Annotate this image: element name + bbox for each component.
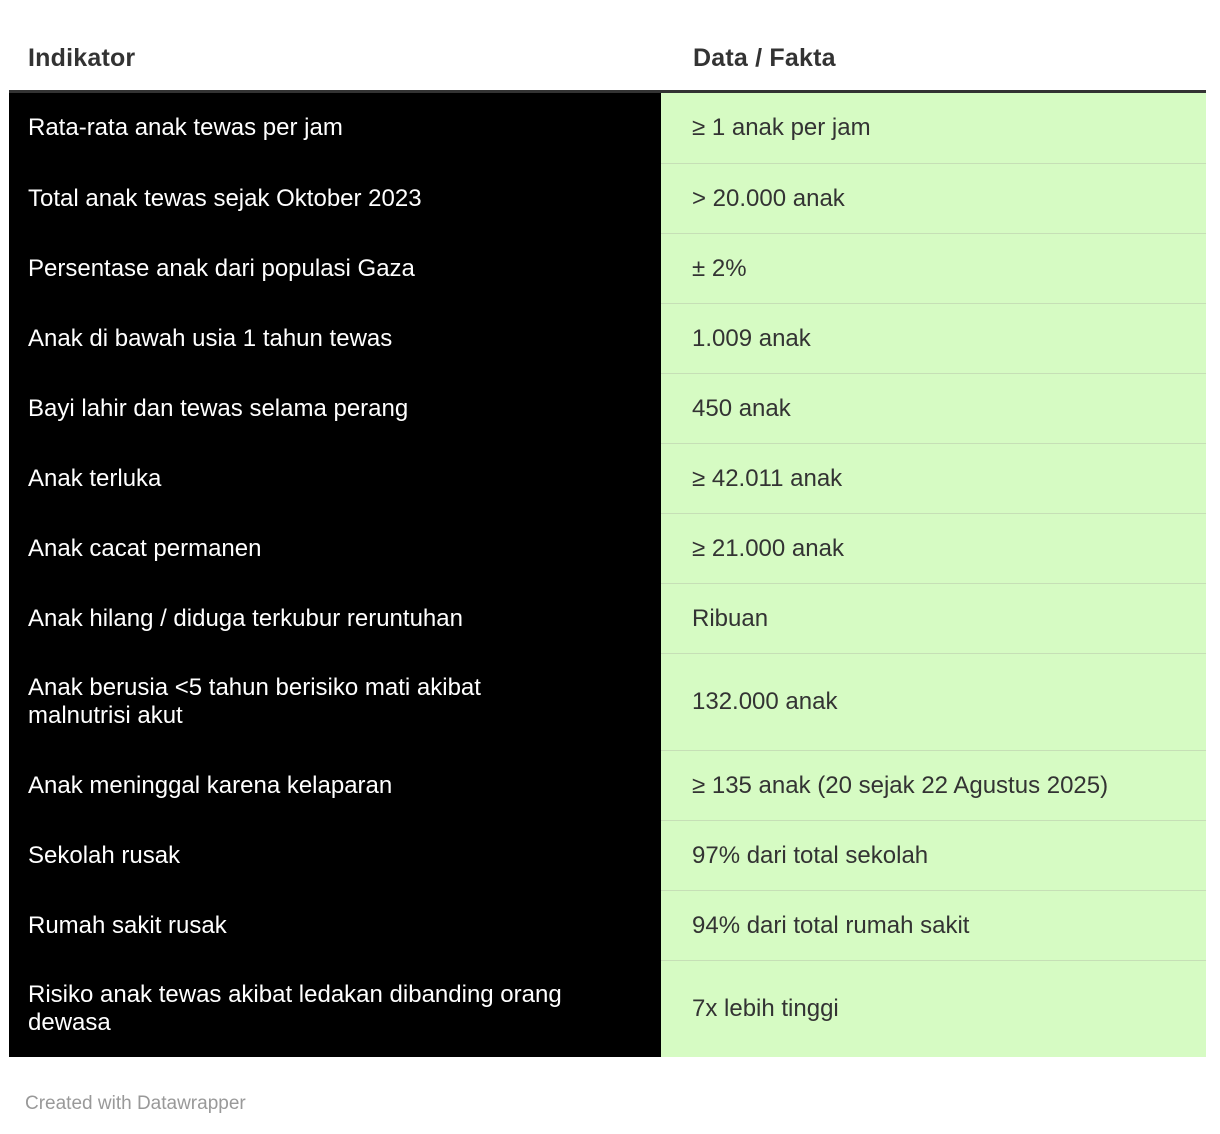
indicator-cell: Sekolah rusak bbox=[9, 820, 661, 890]
value-cell: 97% dari total sekolah bbox=[661, 820, 1206, 890]
table-row bbox=[9, 233, 1206, 303]
table-row bbox=[9, 163, 1206, 233]
indicator-cell: Rumah sakit rusak bbox=[9, 890, 661, 960]
table-row bbox=[9, 513, 1206, 583]
column-header-indikator: Indikator bbox=[28, 44, 136, 72]
value-cell: 94% dari total rumah sakit bbox=[661, 890, 1206, 960]
value-cell: ≥ 1 anak per jam bbox=[661, 93, 1206, 163]
value-cell: 7x lebih tinggi bbox=[661, 960, 1206, 1057]
table-row bbox=[9, 960, 1206, 1057]
indicator-cell: Anak di bawah usia 1 tahun tewas bbox=[9, 303, 661, 373]
table-row bbox=[9, 303, 1206, 373]
value-cell: 1.009 anak bbox=[661, 303, 1206, 373]
datawrapper-credit-link[interactable]: Created with Datawrapper bbox=[0, 1093, 1220, 1115]
indicator-cell: Anak cacat permanen bbox=[9, 513, 661, 583]
indicator-cell: Total anak tewas sejak Oktober 2023 bbox=[9, 163, 661, 233]
indicator-cell: Risiko anak tewas akibat ledakan dibanding orang dewasa bbox=[9, 960, 661, 1057]
indicator-cell: Anak terluka bbox=[9, 443, 661, 513]
indicator-cell: Persentase anak dari populasi Gaza bbox=[9, 233, 661, 303]
value-cell: ≥ 135 anak (20 sejak 22 Agustus 2025) bbox=[661, 750, 1206, 820]
value-cell: ± 2% bbox=[661, 233, 1206, 303]
value-cell: ≥ 21.000 anak bbox=[661, 513, 1206, 583]
table-row bbox=[9, 820, 1206, 890]
column-header-data-fakta: Data / Fakta bbox=[693, 44, 836, 72]
indicator-cell: Rata-rata anak tewas per jam bbox=[9, 93, 661, 163]
indicator-cell: Anak hilang / diduga terkubur reruntuhan bbox=[9, 583, 661, 653]
indicator-cell: Anak berusia <5 tahun berisiko mati akibat malnutrisi akut bbox=[9, 653, 661, 750]
data-table bbox=[9, 0, 1206, 1057]
table-row bbox=[9, 890, 1206, 960]
table-row bbox=[9, 750, 1206, 820]
value-cell: ≥ 42.011 anak bbox=[661, 443, 1206, 513]
table-row bbox=[9, 443, 1206, 513]
table-row bbox=[9, 373, 1206, 443]
table-header-row bbox=[9, 0, 1206, 93]
value-cell: 450 anak bbox=[661, 373, 1206, 443]
table-row bbox=[9, 583, 1206, 653]
table-row bbox=[9, 653, 1206, 750]
table-body bbox=[9, 93, 1206, 1057]
indicator-cell: Anak meninggal karena kelaparan bbox=[9, 750, 661, 820]
value-cell: Ribuan bbox=[661, 583, 1206, 653]
value-cell: 132.000 anak bbox=[661, 653, 1206, 750]
indicator-cell: Bayi lahir dan tewas selama perang bbox=[9, 373, 661, 443]
table-row bbox=[9, 93, 1206, 163]
value-cell: > 20.000 anak bbox=[661, 163, 1206, 233]
